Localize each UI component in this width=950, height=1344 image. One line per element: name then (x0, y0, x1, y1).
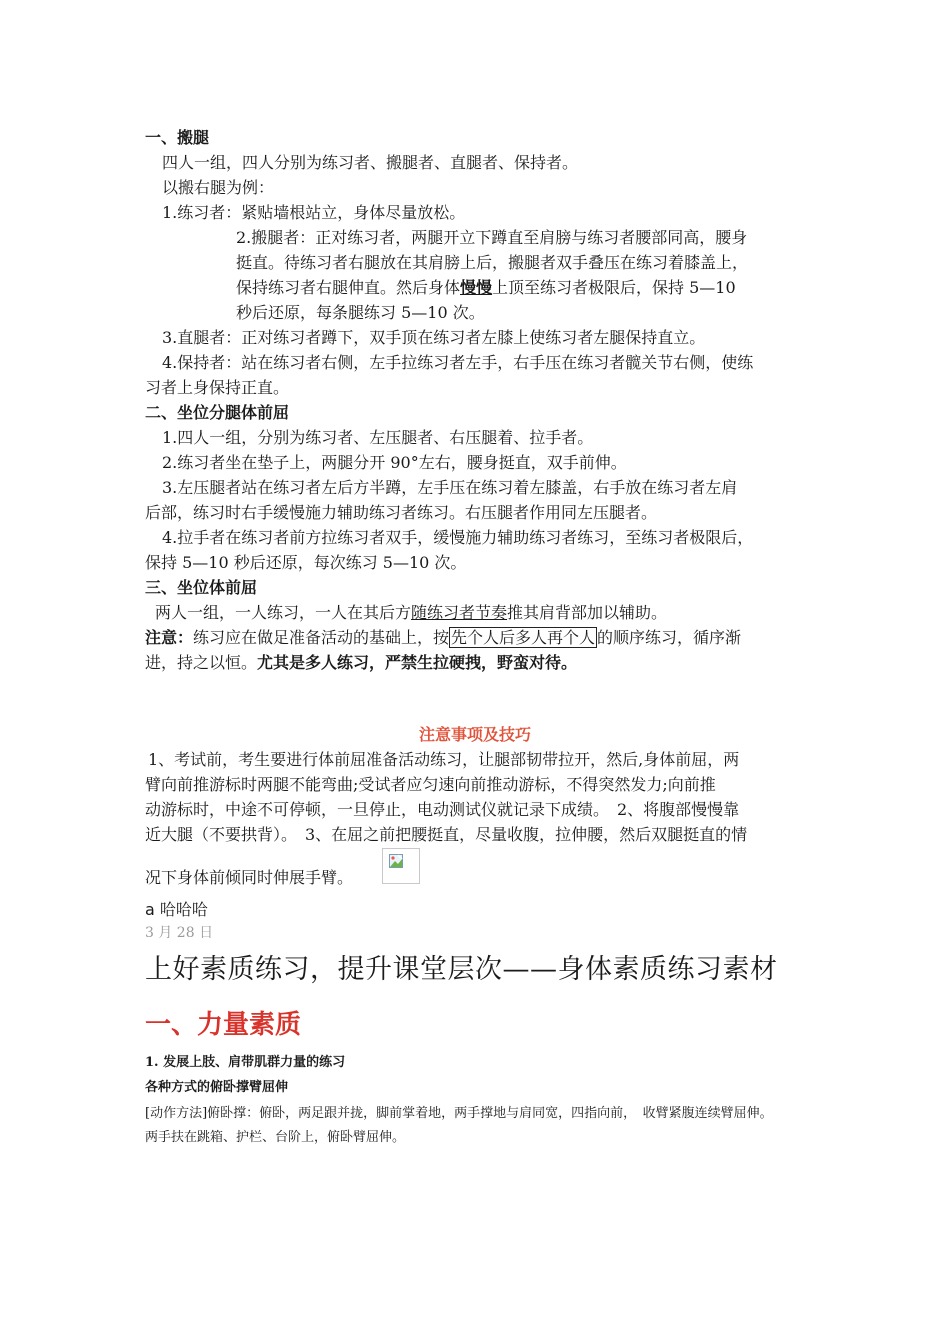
section2-item4-line2: 保持 5—10 秒后还原，每次练习 5—10 次。 (145, 553, 467, 572)
section2-item3-line2: 后部，练习时右手缓慢施力辅助练习者练习。右压腿者作用同左压腿者。 (145, 503, 658, 522)
note-part-c: 的顺序练习，循序渐 (597, 628, 742, 647)
section1-item2-line1: 2.搬腿者：正对练习者，两腿开立下蹲直至肩膀与练习者腰部同高，腰身 (236, 228, 748, 247)
section1-intro: 四人一组，四人分别为练习者、搬腿者、直腿者、保持者。 (162, 153, 579, 172)
section1-item2-line2: 挺直。待练习者右腿放在其肩膀上后，搬腿者双手叠压在练习着膝盖上， (236, 253, 749, 272)
tips-line3: 动游标时，中途不可停顿，一旦停止，电动测试仪就记录下成绩。 2、将腹部慢慢靠 (145, 800, 740, 819)
section1-item2-line3 (236, 275, 736, 300)
section3-part-a: 两人一组，一人练习，一人在其后方 (155, 603, 412, 622)
section1-heading: 一、搬腿 (145, 128, 210, 147)
underlined-rhythm: 随练习者节奏 (411, 603, 508, 622)
section1-item4-line1: 4.保持者：站在练习者右侧，左手拉练习者左手，右手压在练习者髋关节右侧，使练 (162, 353, 754, 372)
emphasis-slowly: 慢慢 (460, 278, 493, 297)
note-part-a: 练习应在做足准备活动的基础上，按 (193, 628, 450, 647)
article-subheading-1: 1. 发展上肢、肩带肌群力量的练习 (145, 1055, 346, 1070)
tips-line5: 况下身体前倾同时伸展手臂。 (145, 868, 354, 887)
note-line2-part-a: 进，持之以恒。 (145, 653, 258, 672)
section1-item3: 3.直腿者：正对练习者蹲下，双手顶在练习者左膝上使练习者左腿保持直立。 (162, 328, 706, 347)
section1-item1: 1.练习者：紧贴墙根站立，身体尽量放松。 (162, 203, 466, 222)
section2-item2: 2.练习者坐在垫子上，两腿分开 90°左右，腰身挺直，双手前伸。 (162, 453, 627, 472)
section2-item3-line1: 3.左压腿者站在练习者左后方半蹲，左手压在练习着左膝盖，右手放在练习者左肩 (162, 478, 738, 497)
article-heading: 一、力量素质 (145, 1010, 302, 1040)
article-body-line1: [动作方法]俯卧撑：俯卧，两足跟并拢，脚前掌着地，两手撑地与肩同宽，四指向前， 收臂紧腹连续臂屈伸。 (145, 1106, 773, 1121)
section1-item2-line4: 秒后还原，每条腿练习 5—10 次。 (236, 303, 485, 322)
broken-image-icon (389, 854, 403, 868)
section2-item4-line1: 4.拉手者在练习者前方拉练习者双手，缓慢施力辅助练习者练习，至练习者极限后， (162, 528, 754, 547)
item2-line3-part-c: 上顶至练习者极限后，保持 5—10 (492, 278, 736, 297)
section2-item1: 1.四人一组，分别为练习者、左压腿者、右压腿着、拉手者。 (162, 428, 594, 447)
article-body-line2: 两手扶在跳箱、护栏、台阶上，俯卧臂屈伸。 (145, 1130, 406, 1145)
note-warning: 尤其是多人练习，严禁生拉硬拽，野蛮对待。 (257, 653, 578, 672)
item2-line3-part-a: 保持练习者右腿伸直。然后身体 (236, 278, 461, 297)
author-name: a 哈哈哈 (145, 900, 208, 919)
broken-image-placeholder (382, 848, 420, 884)
section2-heading: 二、坐位分腿体前屈 (145, 403, 290, 422)
post-date: 3 月 28 日 (145, 925, 214, 941)
tips-title: 注意事项及技巧 (418, 725, 531, 744)
section1-item4-line2: 习者上身保持正直。 (145, 378, 290, 397)
article-title: 上好素质练习，提升课堂层次——身体素质练习素材 (145, 954, 778, 985)
section3-heading: 三、坐位体前屈 (145, 578, 258, 597)
tips-line1: 1、考试前，考生要进行体前屈准备活动练习，让腿部韧带拉开，然后,身体前屈，两 (148, 750, 740, 769)
note-line2 (145, 650, 577, 675)
section3-part-c: 推其肩背部加以辅助。 (507, 603, 668, 622)
article-subheading-2: 各种方式的俯卧撑臂屈伸 (145, 1080, 289, 1095)
note-label: 注意： (145, 628, 194, 647)
boxed-order-phrase: 先个人后多人再个人 (451, 628, 596, 647)
section3-line (155, 600, 667, 625)
section1-example: 以搬右腿为例： (162, 178, 275, 197)
tips-line4: 近大腿（不要拱背）。 3、在屈之前把腰挺直，尽量收腹，拉伸腰，然后双腿挺直的情 (145, 825, 748, 844)
note-line1 (145, 625, 741, 650)
tips-line2: 臂向前推游标时两腿不能弯曲;受试者应匀速向前推动游标，不得突然发力;向前推 (145, 775, 716, 794)
